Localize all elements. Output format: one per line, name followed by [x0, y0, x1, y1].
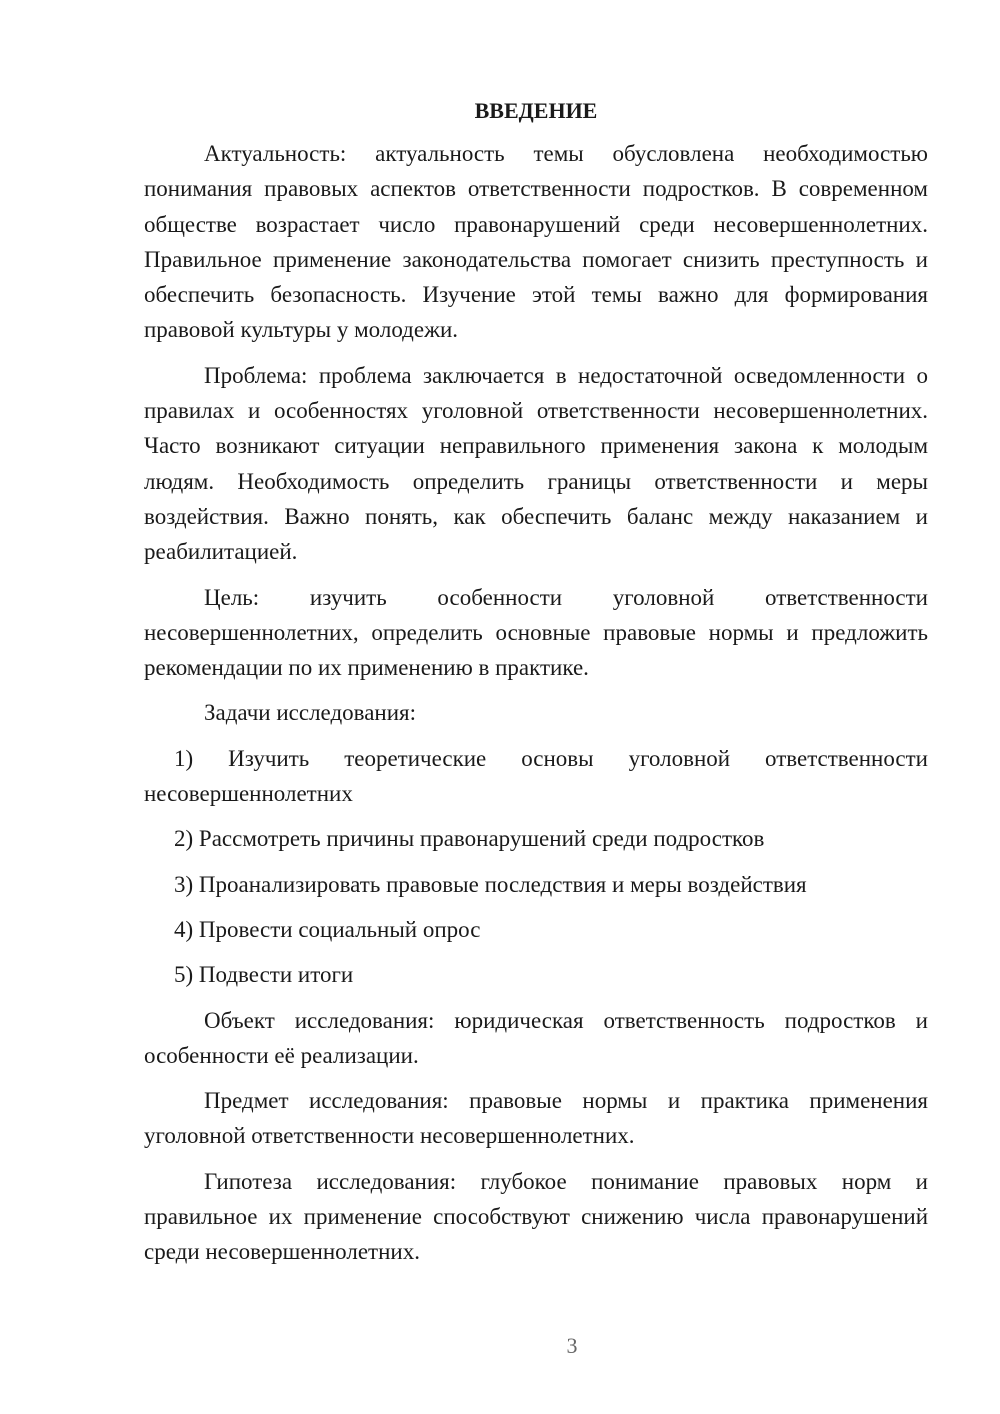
- task-item-1: 1) Изучить теоретические основы уголовной ответственности несовершеннолетних: [144, 745, 928, 807]
- tasks-title: Задачи исследования:: [204, 700, 417, 726]
- task-item-4: 4) Провести социальный опрос: [174, 916, 481, 942]
- relevance-paragraph: Актуальность: актуальность темы обусловлена необходимостью понимания правовых аспектов ответственности подростков. В современном обществе возрастает число правонарушений среди несовершеннолетних. Правильное применение законодательства помогает снизить преступность и обеспечить безопасность. Изучение этой темы важно для формирования правовой культуры у молодежи.: [144, 141, 928, 343]
- hypothesis-paragraph: Гипотеза исследования: глубокое понимание правовых норм и правильное их применение способствуют снижению числа правонарушений среди несовершеннолетних.: [144, 1168, 928, 1265]
- problem-paragraph: Проблема: проблема заключается в недостаточной осведомленности о правилах и особенностях уголовной ответственности несовершеннолетних. Часто возникают ситуации неправильного применения закона к молодым людям. Необходимость определить границы ответственности и меры воздействия. Важно понять, как обеспечить баланс между наказанием и реабилитацией.: [144, 362, 928, 565]
- task-item-2: 2) Рассмотреть причины правонарушений среди подростков: [174, 826, 765, 852]
- task-item-3: 3) Проанализировать правовые последствия и меры воздействия: [174, 871, 807, 897]
- page-content: [144, 96, 928, 1280]
- subject-paragraph: Предмет исследования: правовые нормы и практика применения уголовной ответственности несовершеннолетних.: [144, 1088, 928, 1149]
- object-paragraph: Объект исследования: юридическая ответственность подростков и особенности её реализации.: [144, 1007, 928, 1068]
- task-item-5: 5) Подвести итоги: [174, 962, 354, 988]
- goal-paragraph: Цель: изучить особенности уголовной ответственности несовершеннолетних, определить основные правовые нормы и предложить рекомендации по их применению в практике.: [144, 584, 928, 681]
- section-heading: ВВЕДЕНИЕ: [474, 98, 598, 123]
- page-number: 3: [566, 1333, 578, 1358]
